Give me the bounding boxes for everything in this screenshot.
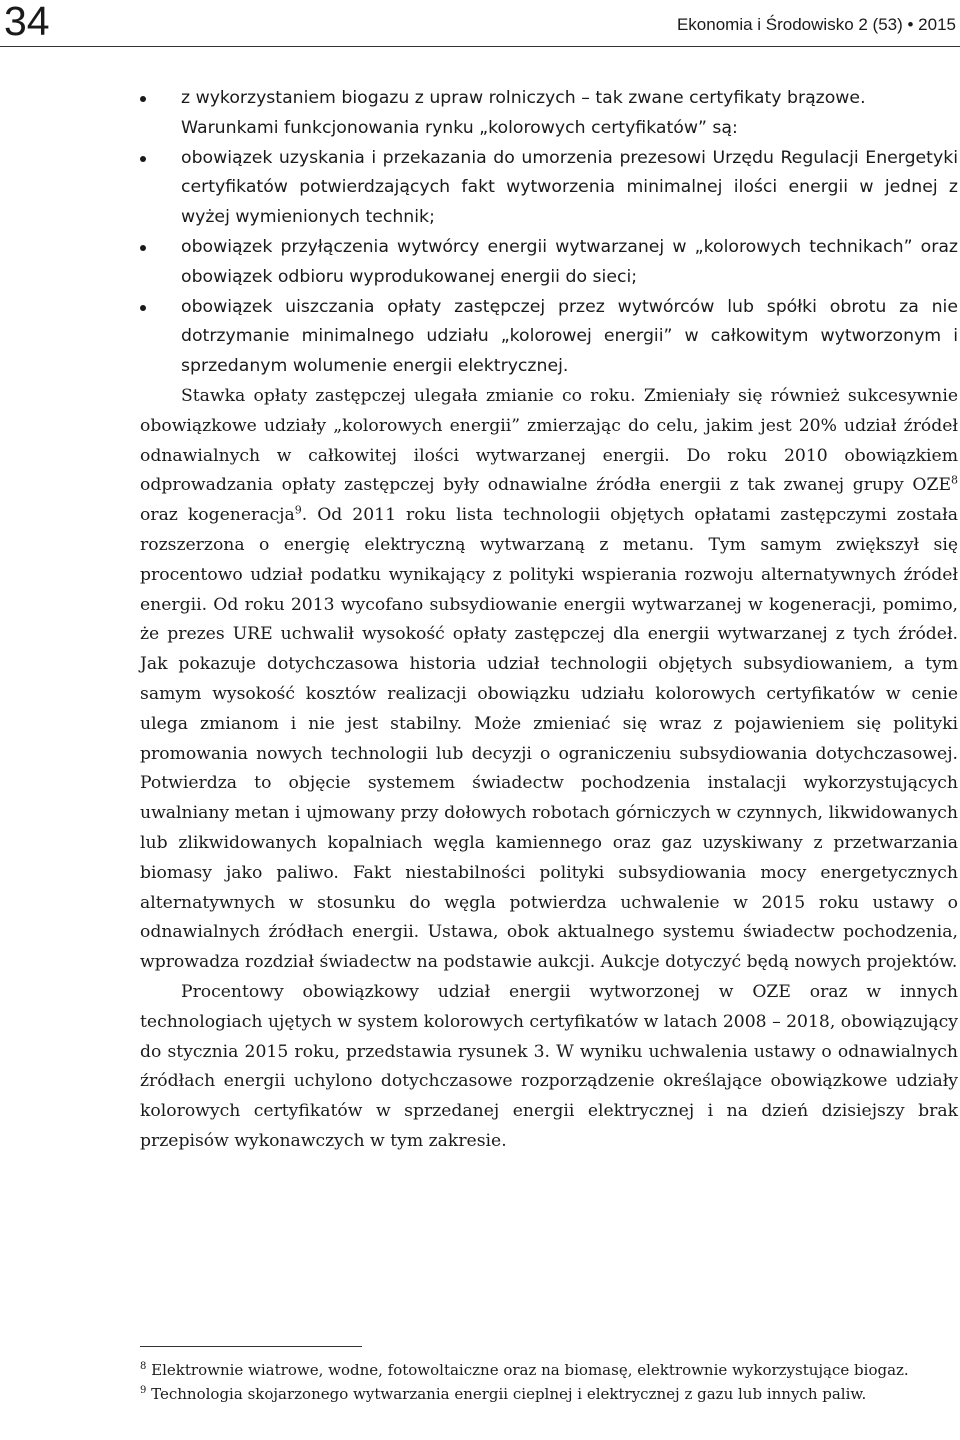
footnote-divider bbox=[140, 1346, 362, 1347]
page-header bbox=[0, 0, 960, 47]
page-number: 34 bbox=[4, 0, 50, 44]
bullet-item: obowiązek uzyskania i przekazania do umorzenia prezesowi Urzędu Regulacji Energetyki certyfikatów potwierdzających fakt wytworzenia minimalnej ilości energii w jednej z wyżej wymienionych technik; bbox=[140, 144, 958, 233]
bullet-list-top bbox=[140, 84, 958, 114]
footnote-9 bbox=[140, 1383, 958, 1405]
paragraph-text: Stawka opłaty zastępczej ulegała zmianie co roku. Zmieniały się również sukcesywnie obowiązkowe udziały „kolorowych energii” zmierzając do celu, jakim jest 20% udział źródeł odnawialnych w całkowitej ilości wytwarzanej energii. Do roku 2010 obowiązkiem odprowadzania opłaty zastępczej były odnawialne źródła energii z tak zwanej grupy OZE bbox=[140, 385, 958, 496]
footnote-text: Elektrownie wiatrowe, wodne, fotowoltaiczne oraz na biomasę, elektrownie wykorzystujące biogaz. bbox=[151, 1361, 909, 1379]
paragraph-text: oraz kogeneracja bbox=[140, 505, 295, 526]
bullet-item: obowiązek uiszczania opłaty zastępczej przez wytwórców lub spółki obrotu za nie dotrzymanie minimalnego udziału „kolorowej energii” w całkowitym wytworzonym i sprzedanym wolumenie energii elektrycznej. bbox=[140, 293, 958, 382]
footnotes bbox=[140, 1346, 958, 1407]
bullet-item: obowiązek przyłączenia wytwórcy energii wytwarzanej w „kolorowych technikach” oraz obowiązek odbioru wyprodukowanej energii do sieci; bbox=[140, 233, 958, 293]
footnote-text: Technologia skojarzonego wytwarzania energii cieplnej i elektrycznej z gazu lub innych paliw. bbox=[151, 1385, 867, 1403]
footnote-ref-8[interactable]: 8 bbox=[951, 473, 958, 487]
footnote-number: 8 bbox=[140, 1361, 147, 1372]
footnote-8 bbox=[140, 1359, 958, 1381]
intro-line: Warunkami funkcjonowania rynku „kolorowych certyfikatów” są: bbox=[181, 117, 738, 138]
body-paragraph-2: Procentowy obowiązkowy udział energii wytworzonej w OZE oraz w innych technologiach ujętych w system kolorowych certyfikatów w latach 2008 – 2018, obowiązujący do stycznia 2015 roku, przedstawia rysunek 3. W wyniku uchwalenia ustawy o odnawialnych źródłach energii uchylono dotychczasowe rozporządzenie określające obowiązkowe udziały kolorowych certyfikatów w sprzedanej energii elektrycznej i na dzień dzisiejszy brak przepisów wykonawczych w tym zakresie. bbox=[140, 981, 958, 1151]
footnote-ref-9[interactable]: 9 bbox=[294, 503, 302, 517]
main-content bbox=[140, 84, 958, 1157]
journal-running-head: Ekonomia i Środowisko 2 (53) • 2015 bbox=[676, 15, 956, 34]
paragraph-text: . Od 2011 roku lista technologii objętych opłatami zastępczymi została rozszerzona o energię elektryczną wytwarzaną z metanu. Tym samym zwiększył się procentowo udział podatku wynikający z polityki wspierania rozwoju alternatywnych źródeł energii. Od roku 2013 wycofano subsydiowanie energii wytwarzanej w kogeneracji, pomimo, że prezes URE uchwalił wysokość opłaty zastępczej dla energii wytwarzanej z tych źródeł. Jak pokazuje dotychczasowa historia udział technologii objętych subsydiowaniem, a tym samym wysokość kosztów realizacji obowiązku udziału kolorowych certyfikatów w cenie ulega zmianom i nie jest stabilny. Może zmieniać się wraz z pojawieniem się polityki promowania nowych technologii lub decyzji o ograniczeniu subsydiowania dotychczasowej. Potwierdza to objęcie systemem świadectw pochodzenia instalacji wykorzystujących uwalniany metan i ujmowany przy dołowych robotach górniczych w czynnych, likwidowanych lub zlikwidowanych kopalniach węgla kamiennego oraz gaz uzyskiwany z przetwarzania biomasy jako paliwo. Fakt niestabilności polityki subsydiowania mocy energetycznych alternatywnych w stosunku do węgla potwierdza uchwalenie w 2015 roku ustawy o odnawialnych źródłach energii. Ustawa, obok aktualnego systemu świadectw pochodzenia, wprowadza rozdział świadectw na podstawie aukcji. Aukcje dotyczyć będą nowych projektów. bbox=[140, 505, 958, 973]
bullet-list bbox=[140, 144, 958, 382]
footnote-number: 9 bbox=[140, 1385, 147, 1396]
body-paragraph-1 bbox=[140, 382, 958, 978]
bullet-item: z wykorzystaniem biogazu z upraw rolniczych – tak zwane certyfikaty brązowe. bbox=[140, 84, 958, 114]
